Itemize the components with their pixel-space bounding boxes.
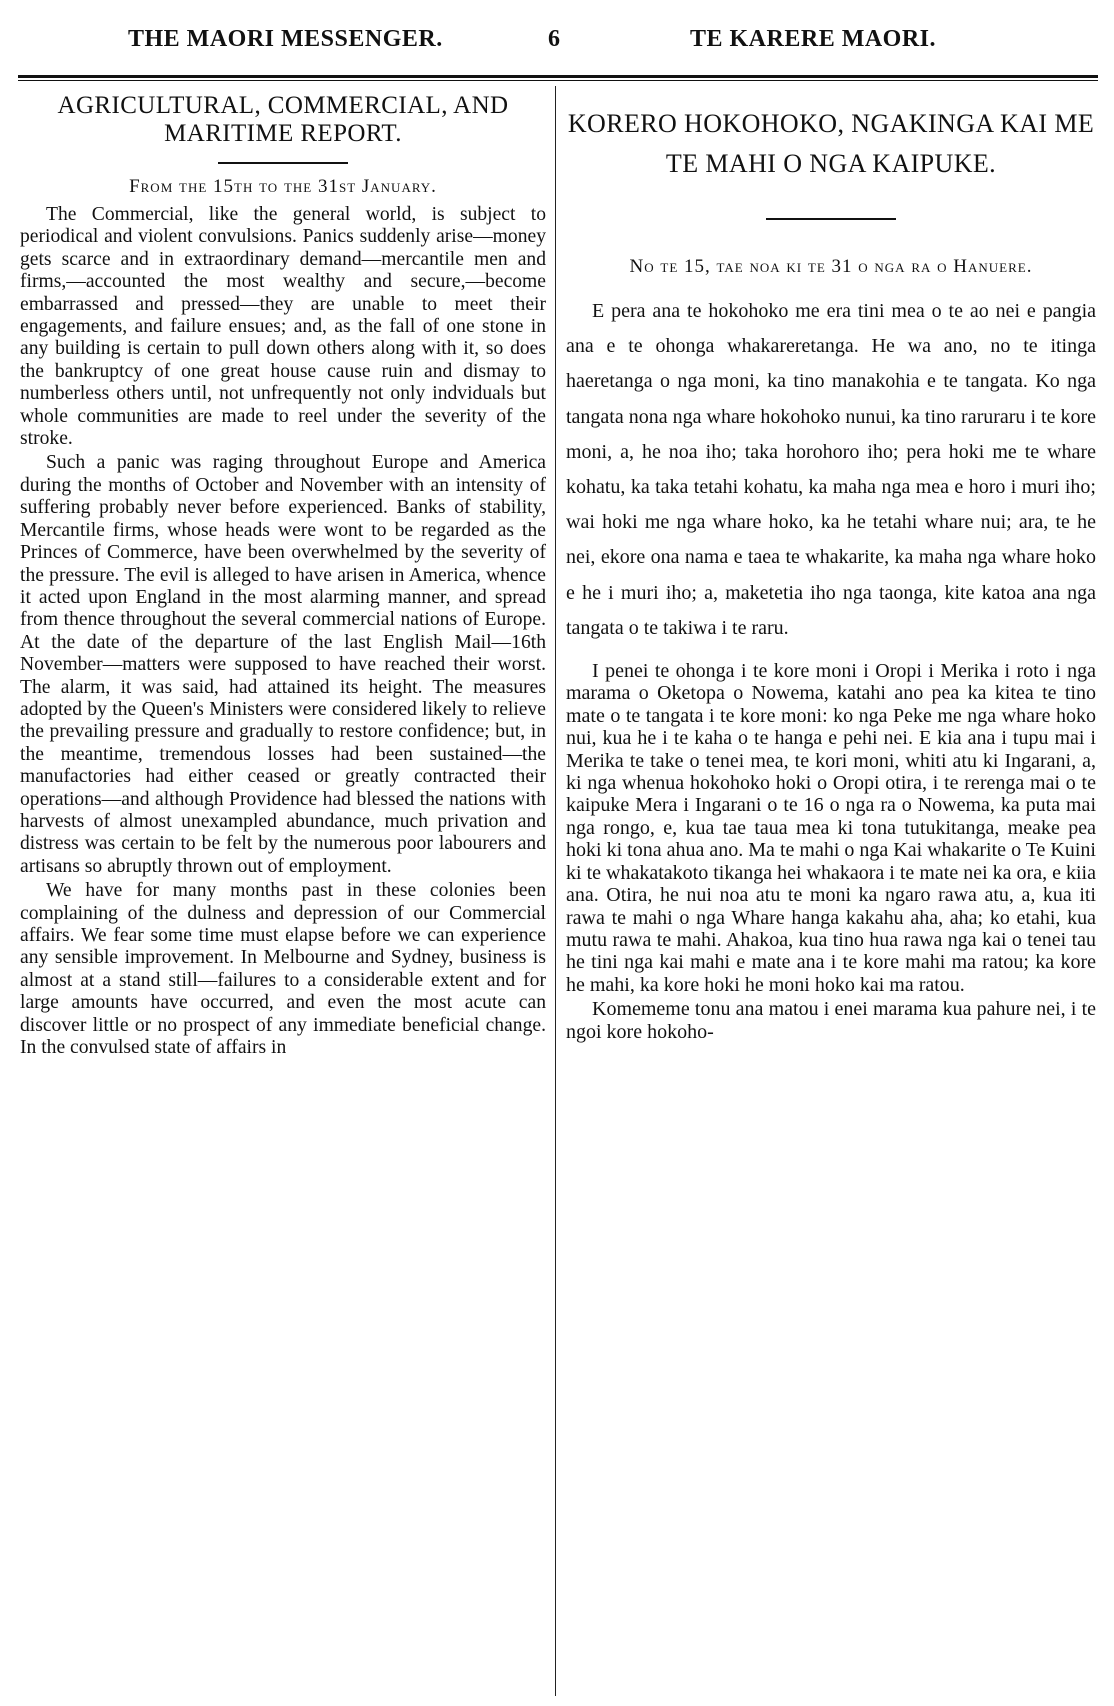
english-paragraph: The Commercial, like the general world, is subject to periodical and violent convulsions. Panics suddenly arise—money gets scarce and in extraordinary demand—mercantile men and firms,—accounted the most wealthy and secure,—become embarrassed and pressed—they are unable to meet their engagements, and failure ensues; and, as the fall of one stone in any building is certain to pull down others along with it, so does the bankruptcy of one great house cause ruin and dismay to numberless others until, not unfrequently not only indviduals but whole communities are made to reel under the severity of the stroke.	[20, 204, 546, 450]
page-number: 6	[548, 26, 560, 52]
maori-report-heading: KORERO HOKOHOKO, NGAKINGA KAI ME TE MAHI O NGA KAIPUKE.	[567, 109, 1095, 178]
maori-dateline: No te 15, tae noa ki te 31 o nga ra o Hanuere.	[629, 256, 1033, 277]
header-rule	[18, 75, 1098, 78]
maori-paragraph: E pera ana te hokohoko me era tini mea o te ao nei e pangia ana e te ohonga whakareretanga. He wa ano, no te itinga haeretanga o nga moni, ka tino manakohia e te tangata. Ko nga tangata nona nga whare hokohoko nunui, ka tino raruraru i te kore moni, a, he noa iho; taka horohoro iho; pera hoki me te whare kohatu, ka taka tetahi kohatu, ka maha nga mea e horo i muri iho; wai hoki me nga whare hoko, ka he tetahi whare nui; ara, te he nei, ekore ona nama e taea te whakarite, ka maha nga whare hoko e he i muri iho; a, maketetia iho nga taonga, kite katoa ana nga tangata o te takiwa i te raru.	[566, 300, 1096, 639]
maori-heading-rule	[766, 218, 896, 220]
running-header	[0, 20, 1114, 60]
header-rule-thin	[18, 80, 1098, 81]
english-paragraph: We have for many months past in these colonies been complaining of the dulness and depression of our Commercial affairs. We fear some time must elapse before we can experience any sensible improvement. In Melbourne and Sydney, business is almost at a stand still—failures to a considerable extent and for large amounts have occurred, and even the most acute can discover little or no prospect of any immediate beneficial change. In the convulsed state of affairs in	[20, 880, 546, 1059]
english-dateline: From the 15th to the 31st January.	[129, 176, 437, 197]
column-divider	[555, 86, 556, 1696]
english-column	[20, 92, 546, 1692]
english-paragraph: Such a panic was raging throughout Europe and America during the months of October and November with an intensity of suffering probably never before experienced. Banks of stability, Mercantile firms, whose heads were wont to be regarded as the Princes of Commerce, have been overwhelmed by the severity of the pressure. The evil is alleged to have arisen in America, whence it acted upon England in the most alarming manner, and spread from thence throughout the several commercial nations of Europe. At the date of the departure of the last English Mail—16th November—matters were supposed to have reached their worst. The alarm, it was said, had attained its height. The measures adopted by the Queen's Ministers were considered likely to relieve the prevailing pressure and gradually to restore confidence; but, in the meantime, tremendous losses had been sustained—the manufactories had either ceased or greatly contracted their operations—and although Providence had blessed the nations with harvests of almost unexampled abundance, much privation and distress was certain to be felt by the numerous poor labourers and artisans so abruptly thrown out of employment.	[20, 452, 546, 877]
maori-paragraph: Komememe tonu ana matou i enei marama kua pahure nei, i te ngoi kore hokoho-	[566, 998, 1096, 1043]
english-report-heading: AGRICULTURAL, COMMERCIAL, AND MARITIME REPORT.	[57, 92, 509, 147]
maori-paragraph: I penei te ohonga i te kore moni i Oropi i Merika i roto i nga marama o Oketopa o Nowema, katahi ano pea ka kitea te tino mate o te tangata i te kore moni: ko nga Peke me nga whare hoko nui, kua he i te kaha o te hanga e pehi nei. E kia ana i tupu mai i Merika te take o tenei mea, te kori moni, whiti atu ki Ingarani, a, ki nga whenua hokohoko hoki o Oropi otira, i te rerenga mai o te kaipuke Mera i Ingarani o te 16 o nga ra o Nowema, ka puta mai nga rongo, e, kua tae taua mea ki tona tutukitanga, meake pea hoki ki tona ahua ano. Ma te mahi o nga Kai whakarite o Te Kuini ki te whakatakoto tikanga hei whakaora i te mate nei ka ora, e kiia ana. Otira, he nui noa atu te moni ka ngaro rawa atu, a, kua iti rawa te mahi o nga Whare hanga kakahu aha, aha; ko etahi, kua mutu rawa te mahi. Ahakoa, kua tino hua rawa nga kai o tenei tau he tini nga kai mahi e mate ana i te kore mahi ma ratou; ka kore he mahi, ka kore hoki he moni hoko kai ma ratou.	[566, 660, 1096, 996]
english-masthead-title: THE MAORI MESSENGER.	[128, 26, 443, 52]
maori-column	[566, 92, 1096, 1692]
english-heading-rule	[218, 162, 348, 164]
maori-masthead-title: TE KARERE MAORI.	[690, 26, 937, 52]
